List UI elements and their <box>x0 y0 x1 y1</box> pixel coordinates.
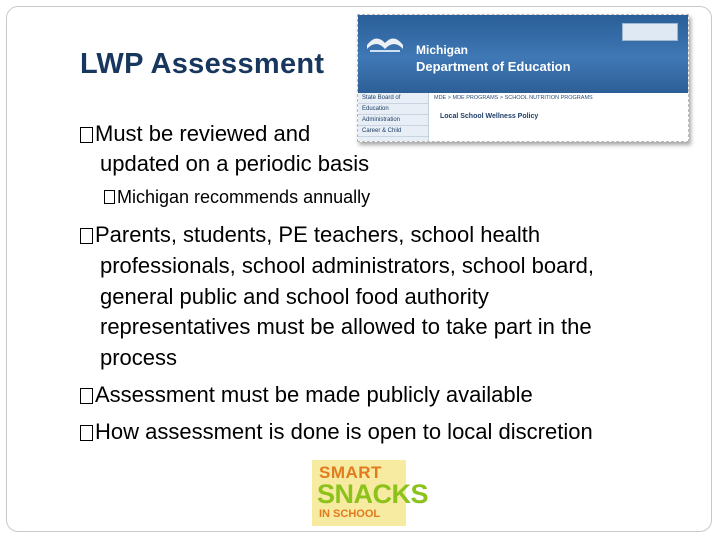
bullet-box-icon <box>80 228 93 244</box>
bullet-2 <box>80 222 540 248</box>
mde-sidebar-item: Administration <box>358 115 428 126</box>
bullet-1-continuation: updated on a periodic basis <box>100 151 370 176</box>
bullet-2-line-3: general public and school food authority <box>100 284 489 309</box>
bullet-1-line-1: Must be reviewed and <box>95 121 311 146</box>
mde-sidebar-item: Education <box>358 104 428 115</box>
bullet-2-line-2: professionals, school administrators, school board, <box>100 253 595 278</box>
mde-sidebar-item: State Board of <box>358 93 428 104</box>
mde-org-name-line2: Department of Education <box>416 59 571 74</box>
logo-line-2: SNACKS <box>317 479 429 509</box>
mde-website-clipping <box>357 14 689 142</box>
slide-title: LWP Assessment <box>80 48 325 80</box>
bullet-box-icon <box>80 127 93 143</box>
mde-sidebar <box>358 93 429 141</box>
logo-line-1: SMART <box>319 463 382 482</box>
bullet-box-icon <box>80 388 93 404</box>
bullet-box-icon <box>104 190 115 204</box>
bullet-2-line-1: Parents, students, PE teachers, school health <box>95 222 541 247</box>
bullet-1 <box>80 121 310 147</box>
smart-snacks-logo <box>312 460 429 526</box>
mde-logo-icon <box>364 25 406 57</box>
bullet-4 <box>80 419 593 445</box>
bullet-3 <box>80 382 533 408</box>
mde-sidebar-item: Career & Child <box>358 126 428 137</box>
bullet-3-text: Assessment must be made publicly available <box>95 382 533 407</box>
bullet-2-line-4: representatives must be allowed to take part in the <box>100 314 592 339</box>
bullet-4-text: How assessment is done is open to local discretion <box>95 419 593 444</box>
mde-breadcrumb: MDE > MDE PROGRAMS > SCHOOL NUTRITION PROGRAMS <box>434 95 593 101</box>
sub-bullet-1-text: Michigan recommends annually <box>117 187 371 207</box>
bullet-box-icon <box>80 425 93 441</box>
mde-search-box <box>622 23 678 41</box>
bullet-2-line-5: process <box>100 345 178 370</box>
sub-bullet-1 <box>104 187 370 208</box>
mde-org-name-line1: Michigan <box>416 43 469 57</box>
logo-line-3: IN SCHOOL <box>319 508 381 520</box>
mde-page-title: Local School Wellness Policy <box>440 113 539 120</box>
